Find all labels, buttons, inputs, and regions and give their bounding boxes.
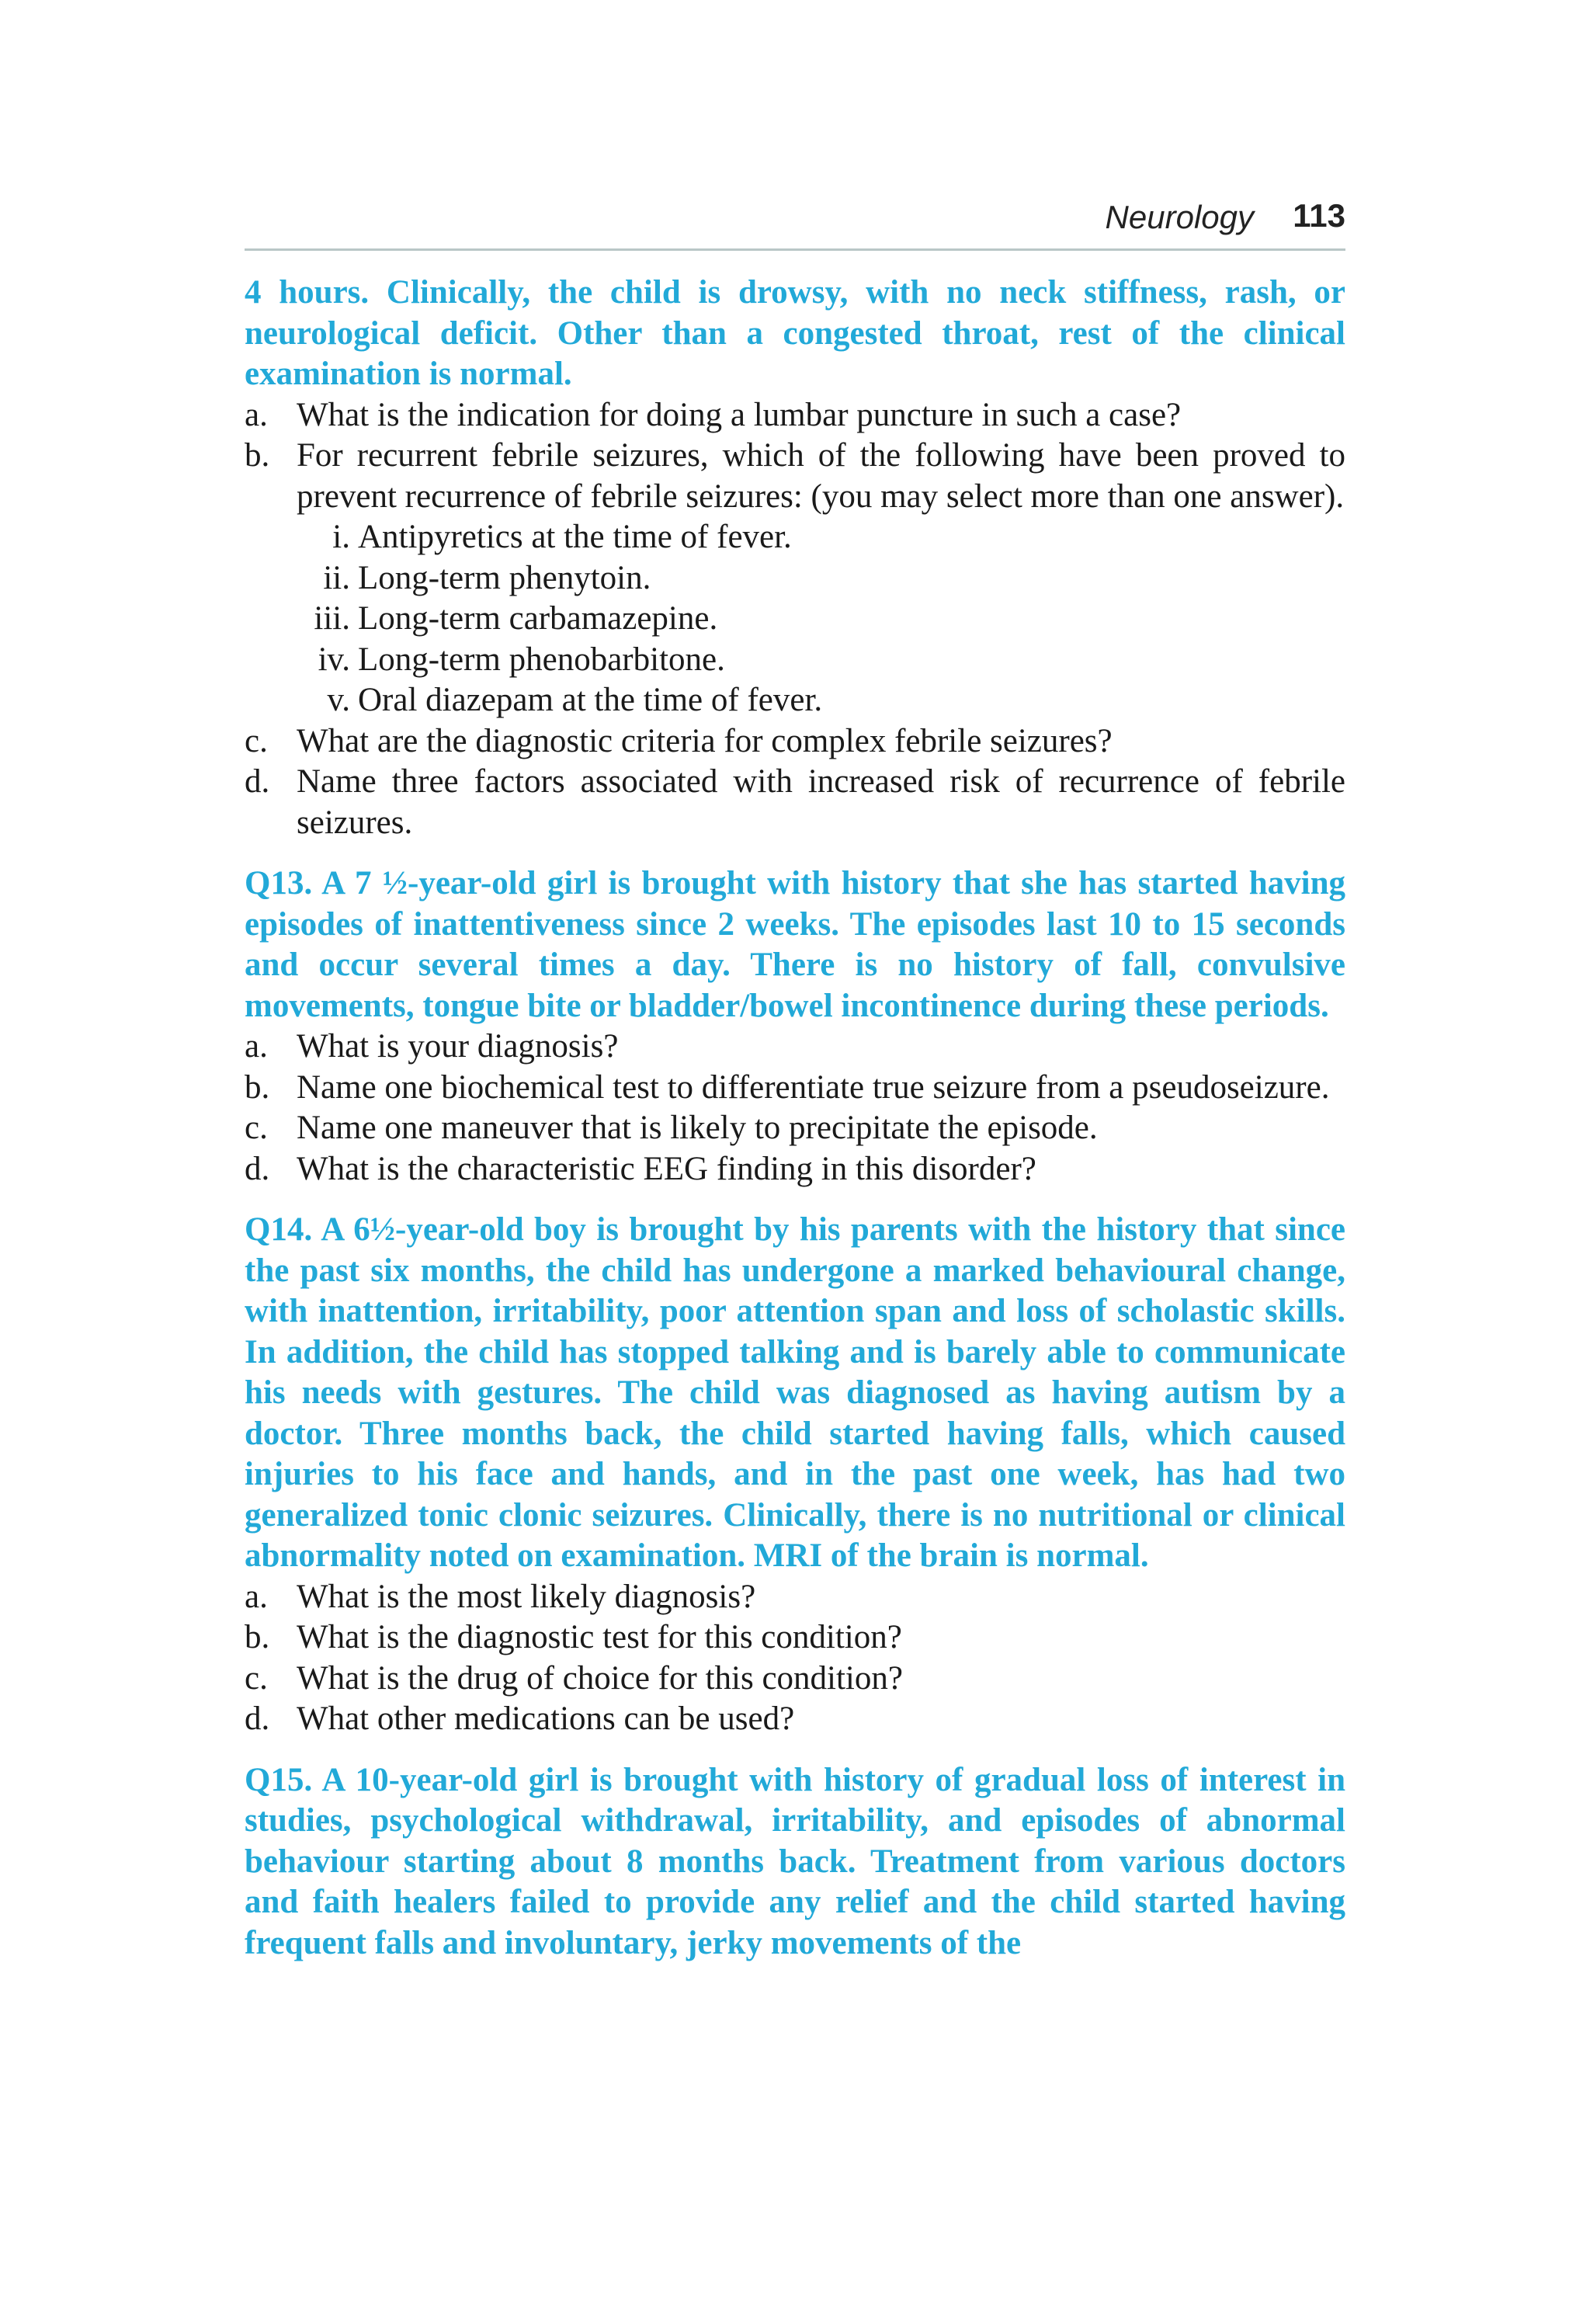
option-letter: c. <box>245 1659 268 1697</box>
option-item <box>245 1027 1345 1068</box>
sub-option-number: iv. <box>318 641 350 678</box>
page-content <box>245 194 1345 1964</box>
sub-option-text: Antipyretics at the time of fever. <box>358 519 792 555</box>
option-text: Name three factors associated with increased risk of recurrence of febrile seizures. <box>297 763 1345 841</box>
sub-option-item <box>245 640 1345 681</box>
sub-option-item <box>245 680 1345 721</box>
running-header <box>245 194 1345 251</box>
option-item <box>245 1659 1345 1700</box>
option-letter: d. <box>245 1150 270 1187</box>
option-list <box>245 1577 1345 1740</box>
option-text: Name one maneuver that is likely to precipitate the episode. <box>297 1110 1098 1146</box>
option-item <box>245 1617 1345 1659</box>
sub-option-number: iii. <box>314 600 350 637</box>
option-letter: b. <box>245 437 270 474</box>
sub-option-item <box>245 599 1345 640</box>
option-item <box>245 1068 1345 1109</box>
question-block-continued <box>245 273 1345 843</box>
option-letter: c. <box>245 1110 268 1146</box>
question-block-q15 <box>245 1760 1345 1964</box>
option-item <box>245 1577 1345 1618</box>
question-block-q13 <box>245 863 1345 1190</box>
option-item <box>245 762 1345 843</box>
option-text: What other medications can be used? <box>297 1700 795 1737</box>
section-title: Neurology <box>1105 199 1254 235</box>
question-stem: Q13. A 7 ½-year-old girl is brought with history that she has started having episodes of inattentiveness since 2 weeks. The episodes last 10 to 15 seconds and occur several times a day. There is no history of fall, convulsive movements, tongue bite or bladder/bowel incontinence during these periods. <box>245 865 1345 1024</box>
sub-option-text: Long-term phenytoin. <box>358 559 651 596</box>
option-item <box>245 395 1345 436</box>
option-item <box>245 1108 1345 1149</box>
option-list <box>245 721 1345 844</box>
option-text: For recurrent febrile seizures, which of the following have been proved to prevent recurrence of febrile seizures: (you may select more than one answer). <box>297 437 1345 515</box>
sub-option-item <box>245 558 1345 599</box>
option-item <box>245 721 1345 763</box>
option-text: What are the diagnostic criteria for complex febrile seizures? <box>297 722 1113 759</box>
option-letter: a. <box>245 1028 268 1065</box>
option-text: Name one biochemical test to differentiate true seizure from a pseudoseizure. <box>297 1068 1330 1106</box>
option-list <box>245 395 1345 518</box>
option-letter: b. <box>245 1619 270 1655</box>
option-text: What is the most likely diagnosis? <box>297 1578 756 1615</box>
option-letter: d. <box>245 1700 270 1737</box>
option-letter: a. <box>245 396 268 433</box>
option-list <box>245 1027 1345 1190</box>
sub-option-item <box>245 517 1345 558</box>
sub-option-number: v. <box>327 682 350 718</box>
option-letter: a. <box>245 1578 268 1615</box>
sub-option-text: Long-term phenobarbitone. <box>358 641 725 678</box>
sub-option-text: Long-term carbamazepine. <box>358 600 718 637</box>
sub-option-text: Oral diazepam at the time of fever. <box>358 682 823 718</box>
page-number: 113 <box>1293 197 1345 234</box>
option-letter: c. <box>245 722 268 759</box>
option-item <box>245 1699 1345 1740</box>
option-text: What is the drug of choice for this condition? <box>297 1659 903 1697</box>
option-text: What is the characteristic EEG finding in this disorder? <box>297 1150 1036 1187</box>
sub-option-list <box>245 517 1345 721</box>
option-text: What is the indication for doing a lumbar puncture in such a case? <box>297 396 1182 433</box>
option-text: What is the diagnostic test for this condition? <box>297 1619 902 1655</box>
option-text: What is your diagnosis? <box>297 1028 619 1065</box>
sub-option-number: ii. <box>323 559 350 596</box>
option-letter: d. <box>245 763 270 800</box>
question-block-q14 <box>245 1210 1345 1740</box>
option-item <box>245 1149 1345 1190</box>
option-item <box>245 436 1345 517</box>
question-stem: Q15. A 10-year-old girl is brought with history of gradual loss of interest in studies, psychological withdrawal, irritability, and episodes of abnormal behaviour starting about 8 months back. Treatment from various doctors and faith healers failed to provide any relief and the child started having frequent falls and involuntary, jerky movements of the <box>245 1761 1345 1961</box>
question-stem: Q14. A 6½-year-old boy is brought by his parents with the history that since the past six months, the child has undergone a marked behavioural change, with inattention, irritability, poor attention span and loss of scholastic skills. In addition, the child has stopped talking and is barely able to communicate his needs with gestures. The child was diagnosed as having autism by a doctor. Three months back, the child started having falls, which caused injuries to his face and hands, and in the past one week, has had two generalized tonic clonic seizures. Clinically, there is no nutritional or clinical abnormality noted on examination. MRI of the brain is normal. <box>245 1211 1345 1574</box>
option-letter: b. <box>245 1068 270 1106</box>
question-stem: 4 hours. Clinically, the child is drowsy, with no neck stiffness, rash, or neurological deficit. Other than a congested throat, rest of the clinical examination is normal. <box>245 274 1345 392</box>
sub-option-number: i. <box>332 519 350 555</box>
